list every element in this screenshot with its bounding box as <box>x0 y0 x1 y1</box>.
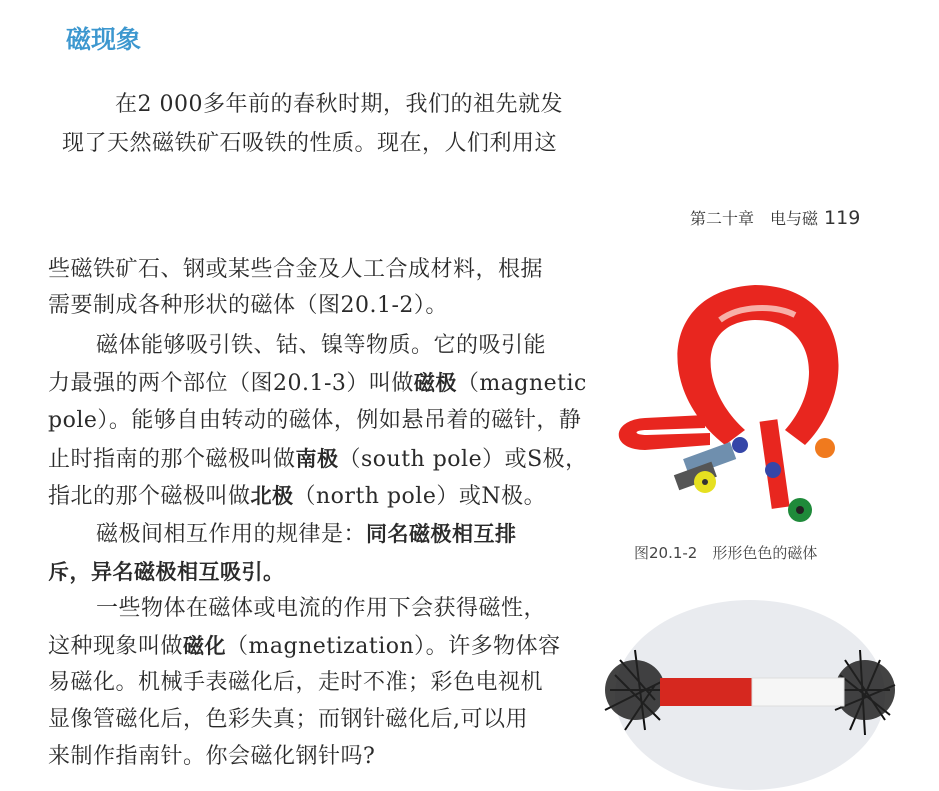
text-line: 磁体能够吸引铁、钴、镍等物质。它的吸引能 <box>96 333 547 358</box>
text-line <box>48 446 588 473</box>
chapter-name: 第二十章 电与磁 <box>690 209 819 228</box>
small-horseshoe-magnet <box>619 415 710 450</box>
text: 指北的那个磁极叫做 <box>48 484 251 509</box>
text-line: 现了天然磁铁矿石吸铁的性质。现在，人们利用这 <box>62 131 558 156</box>
term-north-pole: 北极 <box>250 484 294 508</box>
magnets-figure <box>615 270 875 530</box>
text-line <box>48 370 587 397</box>
figure-caption: 图20.1-2 形形色色的磁体 <box>634 544 818 562</box>
text-line: 在2 000多年前的春秋时期，我们的祖先就发 <box>115 92 563 117</box>
north-half <box>660 678 752 706</box>
text-line: 需要制成各种形状的磁体（图20.1-2）。 <box>48 293 448 318</box>
bar-magnet-with-iron-filings-figure <box>600 590 900 790</box>
text: 磁极间相互作用的规律是： <box>96 522 367 547</box>
running-head <box>690 206 860 229</box>
text: （north pole）或N极。 <box>293 484 547 509</box>
text-line <box>48 633 561 660</box>
text-line: 来制作指南针。你会磁化钢针吗? <box>48 744 376 769</box>
text: 这种现象叫做 <box>48 634 184 659</box>
south-half <box>752 678 844 706</box>
text-line: 易磁化。机械手表磁化后，走时不准；彩色电视机 <box>48 670 544 695</box>
term-south-pole: 南极 <box>295 447 339 471</box>
section-title: 磁现象 <box>66 25 142 54</box>
term-magnetic-pole: 磁极 <box>413 371 457 395</box>
text-line: 些磁铁矿石、钢或某些合金及人工合成材料，根据 <box>48 257 544 282</box>
term-magnetization: 磁化 <box>183 634 227 658</box>
page-number: 119 <box>824 207 861 229</box>
text-line <box>96 521 517 548</box>
rule-text: 同名磁极相互排 <box>366 522 517 546</box>
rule-text: 斥，异名磁极相互吸引。 <box>48 560 285 584</box>
text: 力最强的两个部位（图20.1-3）叫做 <box>48 371 414 396</box>
text: （magnetic <box>456 371 587 396</box>
text-line: pole）。能够自由转动的磁体，例如悬吊着的磁针，静 <box>48 408 582 433</box>
text-line <box>48 483 546 510</box>
text: （south pole）或S极， <box>338 447 588 472</box>
text-line: 显像管磁化后，色彩失真；而钢针磁化后,可以用 <box>48 707 528 732</box>
text: （magnetization）。许多物体容 <box>226 634 561 659</box>
text-line: 一些物体在磁体或电流的作用下会获得磁性， <box>96 596 547 621</box>
text: 止时指南的那个磁极叫做 <box>48 447 296 472</box>
